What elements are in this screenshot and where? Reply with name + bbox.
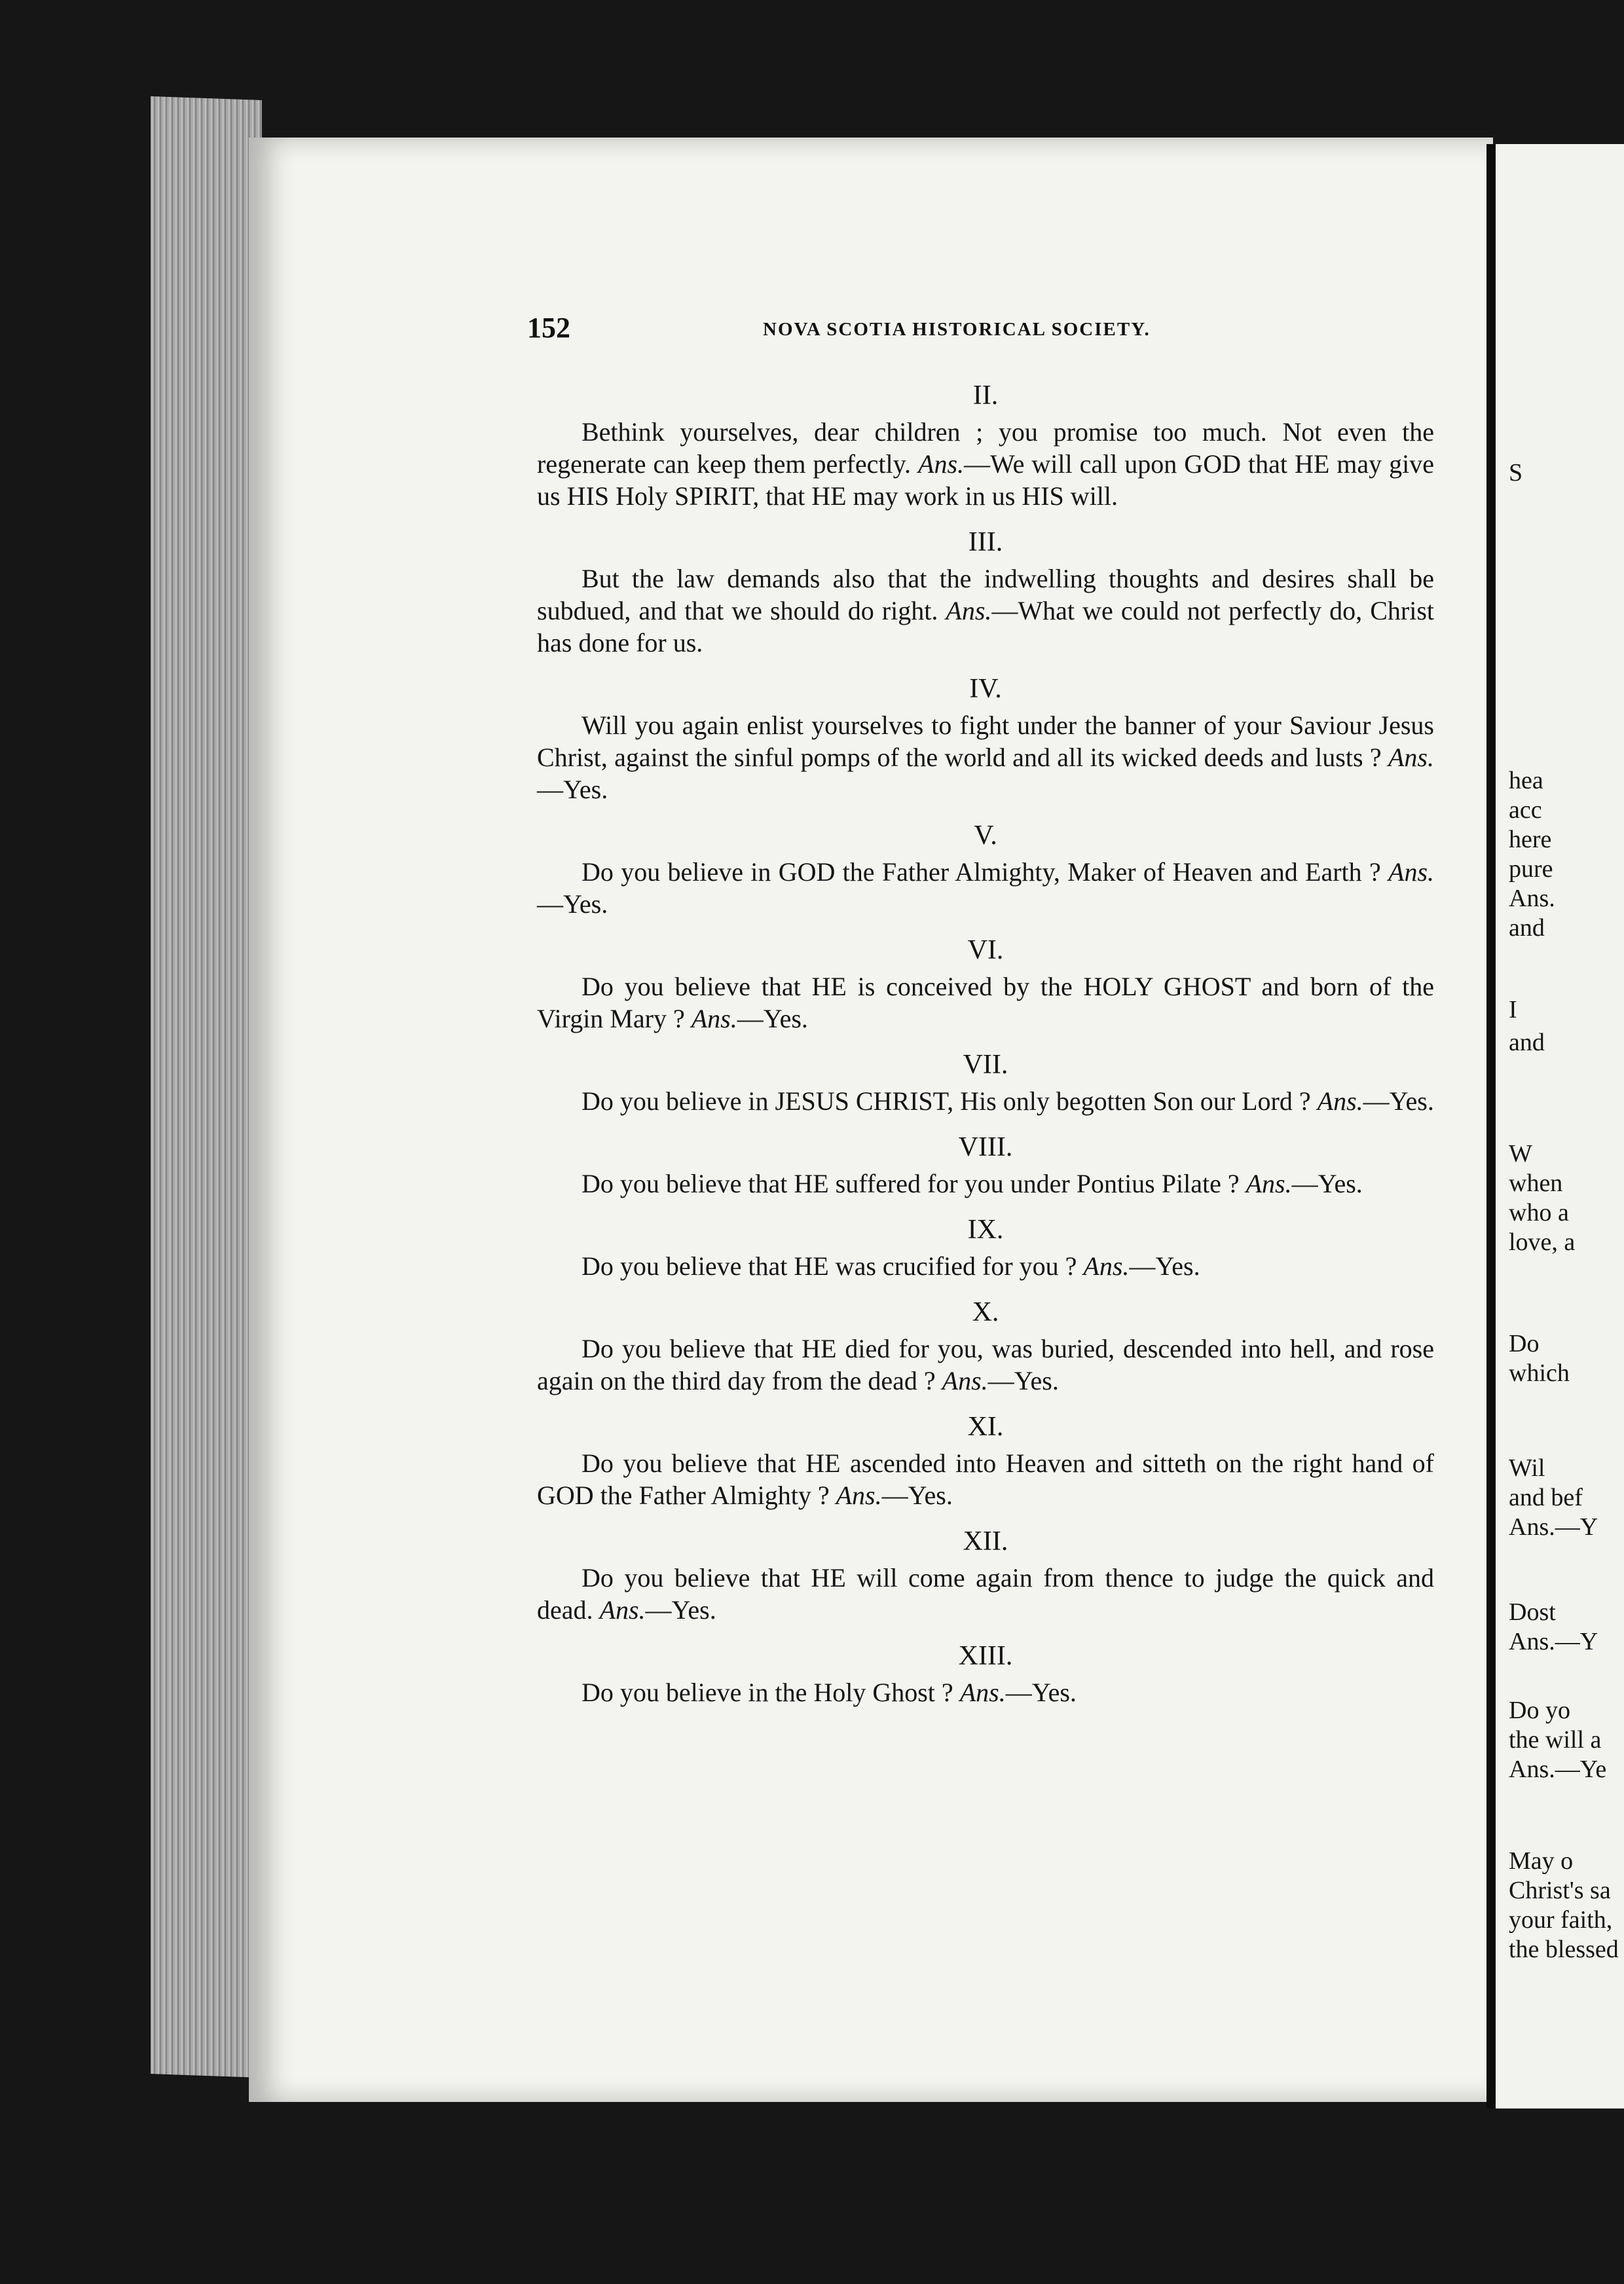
right-page-fragment: and bef — [1509, 1484, 1583, 1511]
right-page-fragment: I — [1509, 996, 1517, 1023]
answer-label: Ans. — [1246, 1169, 1292, 1198]
section-numeral: XII. — [963, 1526, 1008, 1556]
right-page-fragment: pure — [1509, 855, 1553, 883]
catechism-section — [537, 380, 1434, 512]
question-paragraph — [537, 856, 1434, 920]
page-content — [537, 380, 1434, 1723]
answer-label: Ans. — [599, 1595, 646, 1625]
answer-label: Ans. — [918, 449, 965, 479]
question-paragraph — [537, 1447, 1434, 1511]
question-paragraph — [537, 1333, 1434, 1397]
question-text: Do you believe in JESUS CHRIST, His only begotten Son our Lord ? — [581, 1086, 1311, 1116]
catechism-section — [537, 1214, 1434, 1282]
question-text: Do you believe in GOD the Father Almighty, Maker of Heaven and Earth ? — [581, 857, 1381, 887]
question-paragraph — [537, 416, 1434, 512]
question-paragraph — [537, 1562, 1434, 1626]
catechism-section — [537, 820, 1434, 920]
right-page-fragment: love, a — [1509, 1228, 1576, 1256]
section-numeral: XI. — [967, 1412, 1004, 1442]
section-numeral: VI. — [967, 935, 1004, 965]
section-numeral: II. — [972, 380, 999, 411]
right-page — [1486, 144, 1624, 2109]
question-text: Do you believe that HE died for you, was buried, descended into hell, and rose again on the third day from the dead ? — [537, 1334, 1434, 1395]
question-paragraph — [537, 1250, 1434, 1282]
section-numeral: VII. — [963, 1050, 1008, 1080]
answer-text: —Yes. — [1291, 1169, 1363, 1198]
question-paragraph — [537, 1168, 1434, 1200]
right-page-fragment: Ans.—Ye — [1509, 1756, 1607, 1783]
answer-text: —Yes. — [1129, 1251, 1200, 1281]
question-text: Will you again enlist yourselves to fight under the banner of your Saviour Jesus Christ, against the sinful pomps of the world and all its wicked deeds and lusts ? — [537, 710, 1434, 772]
right-page-fragment: Christ's sa — [1509, 1877, 1611, 1904]
answer-label: Ans. — [1317, 1086, 1363, 1116]
question-paragraph — [537, 562, 1434, 659]
right-page-fragment: May o — [1509, 1847, 1574, 1875]
answer-label: Ans. — [691, 1004, 737, 1033]
question-text: Do you believe that HE was crucified for you ? — [581, 1251, 1077, 1281]
right-page-fragment: when — [1509, 1170, 1563, 1197]
section-numeral: III. — [968, 527, 1003, 557]
right-page-fragment: Dost — [1509, 1598, 1556, 1626]
answer-text: —Yes. — [1005, 1678, 1077, 1707]
answer-label: Ans. — [1388, 743, 1434, 772]
section-numeral: V. — [974, 820, 997, 851]
answer-label: Ans. — [836, 1481, 882, 1510]
section-numeral: IX. — [967, 1215, 1004, 1245]
answer-text: —What we could not perfectly do, Christ has done for us. — [537, 596, 1435, 657]
right-page-fragment: who a — [1509, 1199, 1569, 1226]
answer-text: —Yes. — [737, 1004, 808, 1033]
catechism-section — [537, 1526, 1434, 1626]
answer-text: —Yes. — [987, 1366, 1059, 1395]
right-page-fragment: Do yo — [1509, 1697, 1570, 1724]
question-paragraph — [537, 709, 1434, 805]
answer-label: Ans. — [1083, 1251, 1130, 1281]
question-paragraph — [537, 970, 1434, 1035]
answer-text: —We will call upon GOD that HE may give us HIS Holy SPIRIT, that HE may work in us HIS will. — [537, 449, 1434, 511]
right-page-fragment: the will a — [1509, 1726, 1602, 1754]
right-page-fragment: Ans.—Y — [1509, 1628, 1598, 1655]
right-page-fragment: and — [1509, 914, 1545, 942]
catechism-section — [537, 1297, 1434, 1397]
question-text: Bethink yourselves, dear children ; you promise too much. Not even the regenerate can keep them perfectly. — [537, 417, 1434, 479]
question-text: Do you believe that HE will come again from thence to judge the quick and dead. — [537, 1563, 1434, 1625]
answer-label: Ans. — [959, 1678, 1006, 1707]
right-page-fragment: Do — [1509, 1330, 1540, 1357]
question-text: But the law demands also that the indwelling thoughts and desires shall be subdued, and that we should do right. — [537, 564, 1434, 625]
answer-text: —Yes. — [537, 775, 608, 804]
right-page-fragment: which — [1509, 1359, 1570, 1387]
question-paragraph — [537, 1085, 1434, 1117]
answer-text: —Yes. — [537, 889, 608, 919]
answer-label: Ans. — [942, 1366, 988, 1395]
right-page-fragment: the blessed — [1509, 1936, 1619, 1963]
right-page-fragment: Ans. — [1509, 885, 1555, 912]
right-page-fragment: and — [1509, 1029, 1545, 1056]
page-number: 152 — [527, 312, 570, 344]
catechism-section — [537, 934, 1434, 1035]
section-numeral: VIII. — [958, 1132, 1013, 1162]
book-page-edges — [151, 96, 262, 2078]
section-numeral: IV. — [969, 674, 1002, 704]
right-page-fragment: W — [1509, 1140, 1532, 1168]
right-page-fragment: Wil — [1509, 1454, 1545, 1482]
right-page-fragment: Ans.—Y — [1509, 1513, 1598, 1541]
right-page-fragment: acc — [1509, 796, 1542, 824]
catechism-section — [537, 673, 1434, 805]
answer-text: —Yes. — [645, 1595, 716, 1625]
running-title: NOVA SCOTIA HISTORICAL SOCIETY. — [763, 319, 1151, 340]
catechism-section — [537, 1640, 1434, 1708]
question-text: Do you believe that HE is conceived by the HOLY GHOST and born of the Virgin Mary ? — [537, 972, 1434, 1033]
right-page-fragment: S — [1509, 459, 1523, 487]
question-paragraph — [537, 1676, 1434, 1708]
answer-text: —Yes. — [1363, 1086, 1434, 1116]
question-text: Do you believe in the Holy Ghost ? — [581, 1678, 953, 1707]
catechism-section — [537, 526, 1434, 659]
right-page-fragment: here — [1509, 826, 1552, 853]
answer-text: —Yes. — [881, 1481, 953, 1510]
catechism-section — [537, 1411, 1434, 1511]
right-page-fragment: hea — [1509, 767, 1543, 794]
catechism-section — [537, 1049, 1434, 1117]
right-page-fragment: your faith, — [1509, 1906, 1613, 1934]
catechism-section — [537, 1132, 1434, 1200]
answer-label: Ans. — [946, 596, 992, 625]
question-text: Do you believe that HE ascended into Heaven and sitteth on the right hand of GOD the Father Almighty ? — [537, 1448, 1434, 1510]
answer-label: Ans. — [1388, 857, 1435, 887]
question-text: Do you believe that HE suffered for you under Pontius Pilate ? — [581, 1169, 1240, 1198]
section-numeral: XIII. — [958, 1641, 1013, 1671]
section-numeral: X. — [972, 1297, 999, 1327]
